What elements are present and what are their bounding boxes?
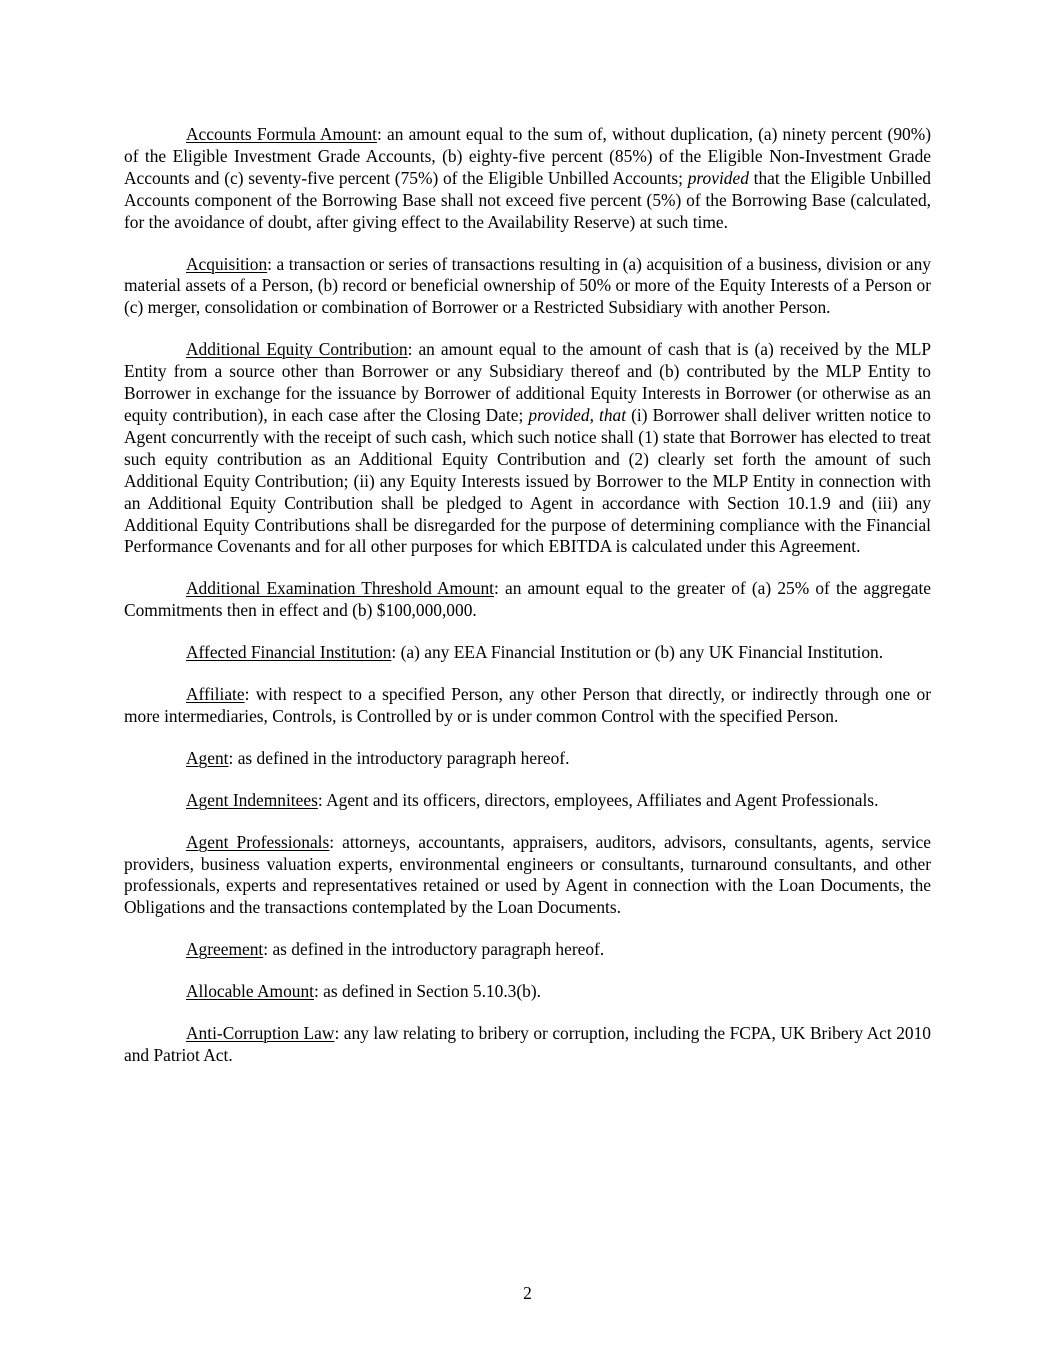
defined-term: Agent Professionals (186, 831, 330, 852)
defined-term: Agent (186, 747, 229, 768)
defined-term: Anti-Corruption Law (186, 1023, 335, 1044)
definition-text: : as defined in the introductory paragraph hereof. (228, 747, 570, 768)
definition-paragraph (124, 939, 931, 961)
definition-paragraph (124, 981, 931, 1003)
definition-paragraph (124, 124, 931, 234)
definition-paragraph (124, 1023, 931, 1067)
definition-text: : a transaction or series of transactions resulting in (a) acquisition of a business, division or any material assets of a Person, (b) record or beneficial ownership of 50% or more of the Equity Interests of a Person or (c) merger, consolidation or combination of Borrower or a Restricted Subsidiary with another Person. (124, 253, 931, 318)
defined-term: Allocable Amount (186, 981, 314, 1002)
definition-text: : (a) any EEA Financial Institution or (b) any UK Financial Institution. (391, 642, 884, 663)
definition-text: : an amount equal to the amount of cash that is (a) received by the MLP Entity from a source other than Borrower or any Subsidiary thereof and (b) contributed by the MLP Entity to Borrower in exchange for the issuance by Borrower of additional Equity Interests in Borrower (or otherwise as an equity contribution), in each case after the Closing Date; (124, 339, 932, 425)
definition-paragraph (124, 254, 931, 320)
definition-paragraph (124, 642, 931, 664)
definition-text: : with respect to a specified Person, any other Person that directly, or indirectly through one or more intermediaries, Controls, is Controlled by or is under common Control with the specified Person. (124, 684, 931, 726)
definition-text: , (589, 404, 599, 425)
definition-paragraph (124, 748, 931, 770)
defined-term: Additional Equity Contribution (186, 339, 408, 360)
defined-term: Accounts Formula Amount (186, 124, 377, 144)
definition-text: that the Eligible Unbilled Accounts component of the Borrowing Base shall not exceed five percent (5%) of the Borrowing Base (calculated, for the avoidance of doubt, after giving effect to the Availability Reserve) at such time. (124, 167, 931, 232)
definition-text: : Agent and its officers, directors, employees, Affiliates and Agent Professionals. (317, 789, 879, 810)
defined-term: Affiliate (186, 684, 245, 705)
definition-paragraph (124, 832, 931, 920)
document-page (124, 124, 931, 1087)
defined-term: Agent Indemnitees (186, 789, 318, 810)
definition-text-italic: that (599, 404, 627, 425)
definition-text: : attorneys, accountants, appraisers, auditors, advisors, consultants, agents, service providers, business valuation experts, environmental engineers or consultants, turnaround consultants, and other professionals, experts and representatives retained or used by Agent in connection with the Loan Documents, the Obligations and the transactions contemplated by the Loan Documents. (124, 831, 931, 918)
definition-text-italic: provided (687, 167, 749, 188)
definition-text: : as defined in Section 5.10.3(b). (314, 981, 541, 1002)
defined-term: Agreement (186, 939, 264, 960)
definition-paragraph (124, 578, 931, 622)
definition-text: : any law relating to bribery or corruption, including the FCPA, UK Bribery Act 2010 and Patriot Act. (124, 1023, 931, 1065)
page-number: 2 (523, 1283, 532, 1303)
defined-term: Acquisition (186, 253, 268, 274)
defined-term: Additional Examination Threshold Amount (186, 578, 494, 599)
definition-paragraph (124, 684, 931, 728)
definition-text: : as defined in the introductory paragraph hereof. (263, 939, 605, 960)
defined-term: Affected Financial Institution (186, 642, 392, 663)
definition-paragraph (124, 790, 931, 812)
definition-text: : an amount equal to the sum of, without duplication, (a) ninety percent (90%) of the Eligible Investment Grade Accounts, (b) eighty-five percent (85%) of the Eligible Non-Investment Grade Accounts and (c) seventy-five percent (75%) of the Eligible Unbilled Accounts; (124, 124, 931, 188)
definition-paragraph (124, 339, 931, 558)
definition-text: : an amount equal to the greater of (a) 25% of the aggregate Commitments then in effect and (b) $100,000,000. (124, 578, 931, 621)
definition-text: (i) Borrower shall deliver written notice to Agent concurrently with the receipt of such cash, which such notice shall (1) state that Borrower has elected to treat such equity contribution as an Additional Equity Contribution and (2) clearly set forth the amount of such Additional Equity Contribution; (ii) any Equity Interests issued by Borrower to the MLP Entity in connection with an Additional Equity Contribution shall be pledged to Agent in accordance with Section 10.1.9 and (iii) any Additional Equity Contributions shall be disregarded for the purpose of determining compliance with the Financial Performance Covenants and for all other purposes for which EBITDA is calculated under this Agreement. (124, 404, 931, 557)
definition-text-italic: provided (528, 404, 590, 425)
